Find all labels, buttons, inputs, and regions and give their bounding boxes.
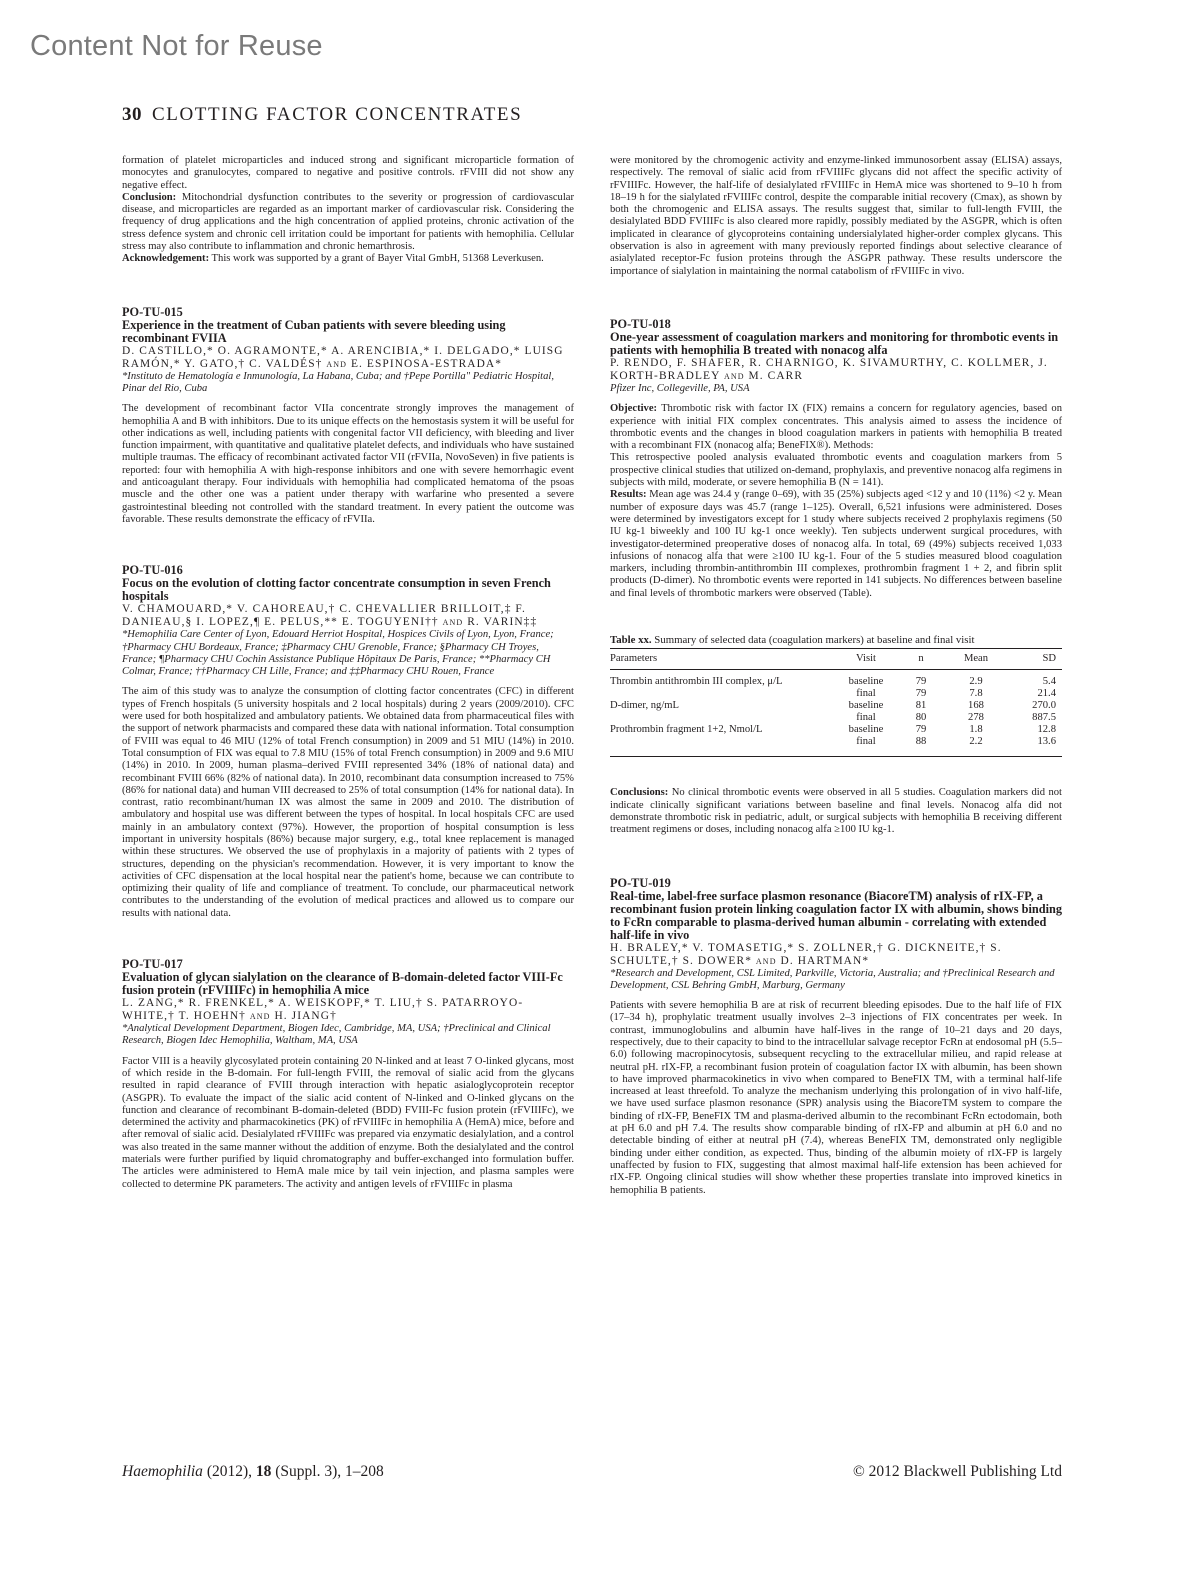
abstract-body: Patients with severe hemophilia B are at risk of recurrent bleeding episodes. Due to the half life of FIX (17–34 h), prophylatic treatment usually involves 2–3 injections of FIX concentrates per week. In contrast, immunoglobulins and albumin have half-lives in the range of 10–21 days and 20 days, respectively, due to their capacity to bind to the intracellular salvage receptor FcRn at endosomal pH (5.5–6.0) following macropinocytosis, subsequent recycling to the extracellular milieu, and rapid release at neutral pH. rIX-FP, a recombinant fusion protein of coagulation factor IX with albumin, has been shown to have improved pharmacokinetics in vivo when compared to BeneFIX TM, with a terminal half-life increased at least threefold. To analyze the mechanism underlying this prolongation of in vivo half-life, we have used surface plasmon resonance (SPR) analysis using the BiacoreTM system to compare the binding of rIX-FP, BeneFIX TM and plasma-derived albumin to the recombinant FcRn ectodomain, both at pH 6.0 and pH 7.4. The results show comparable binding of rIX-FP and albumin at pH 6.0 and no detectable binding of either at neutral pH (7.4), whereas BeneFIX TM, demonstrated only negligible binding under either condition, as expected. Thus, binding of the albumin moiety of rIX-FP is largely unaffected by fusion to FIX, suggesting that almost maximal half-life extension has been achieved for rIX-FP. Ongoing clinical studies will show whether these properties translate into improved kinetics in hemophilia B patients. xyxy=(610,1000,1062,1196)
table-caption-label: Table xx. xyxy=(610,634,652,647)
table-row xyxy=(610,712,1062,724)
acknowledgement-paragraph xyxy=(122,253,574,265)
table-cell: 79 xyxy=(915,688,927,700)
table-cell: 2.2 xyxy=(946,736,1006,757)
conclusions-text: No clinical thrombotic events were observed in all 5 studies. Coagulation markers did not indicate clinically significant variations between baseline and final levels. Nonacog alfa did not demonstrate thrombotic risk in pediatric, adult, or surgical subjects with hemophilia B receiving different treatment regimens or doses, including nonacog alfa ≥100 IU kg-1. xyxy=(610,787,1062,836)
abstract-id: PO-TU-015 xyxy=(122,304,183,319)
abstract-authors: D. CASTILLO,* O. AGRAMONTE,* A. ARENCIBIA,* I. DELGADO,* LUISG RAMÓN,* Y. GATO,† C. VALDÉS† and E. ESPINOSA-ESTRADA* xyxy=(122,344,564,370)
copyright: © 2012 Blackwell Publishing Ltd xyxy=(853,1463,1062,1480)
table-cell: 168 xyxy=(968,700,984,712)
continued-abstract xyxy=(122,155,574,266)
table-header-cell: Mean xyxy=(946,649,1006,670)
table-cell: 79 xyxy=(915,676,927,688)
table-row xyxy=(610,688,1062,700)
table-cell: Prothrombin fragment 1+2, Nmol/L xyxy=(610,724,763,736)
table-row xyxy=(610,736,1062,757)
objective-label: Objective: xyxy=(610,403,658,415)
table-cell xyxy=(610,712,836,724)
table-header-cell: n xyxy=(896,649,946,670)
abstract-body: The development of recombinant factor VIIa concentrate strongly improves the management of hemophilia A and B with inhibitors. Due to its unique effects on the hemostasis system it will be useful for other indications as well, including patients with congenital factor VII deficiency, with bleeding and liver function impairment, with quantitative and qualitative platelet defects, and individuals who have sustained multiple traumas. The efficacy of recombinant activated factor VII (rFVIIa, NovoSeven) in five patients is reported: four with hemophilia A with high-response inhibitors and one with severe hemorrhagic event and anticoagulant therapy. Four individuals with hemophilia had complicated hematoma of the psoas muscle and the other one was a patient under therapy with warfarine who presented a severe gastrointestinal bleeding not controlled with the standard treatment. In every patient the outcome was favorable. These results demonstrate the efficacy of rFVIIa. xyxy=(122,403,574,525)
abstract-id: PO-TU-017 xyxy=(122,957,183,972)
table-header-row xyxy=(610,649,1062,670)
table-header-cell: SD xyxy=(1006,649,1062,670)
watermark: Content Not for Reuse xyxy=(30,30,323,62)
abstract-po-tu-017 xyxy=(122,958,574,1191)
results-label: Results: xyxy=(610,489,647,501)
abstract-title: One-year assessment of coagulation markers and monitoring for thrombotic events in patients with hemophilia B treated with nonacog alfa xyxy=(610,329,1059,357)
abstract-body: The aim of this study was to analyze the consumption of clotting factor concentrates (CFC) in different types of French hospitals (5 university hospitals and 2 local hospitals) during 2 years (2009/2010). CFC were used for both hospitalized and ambulatory patients. We obtained data from pharmaceutical files with the support of network pharmacists and compared these data with national information. Total consumption of FVIII was equal to 46 MIU (12% of total French consumption) in 2009 and 51 MIU (14%) in 2010. Total consumption of FIX was equal to 7.8 MIU (15% of total French consumption) in 2009 and 9.6 MIU (14%) in 2010. In 2009, human plasma–derived FVIII represented 34% (18% of national data) and recombinant FVIII 66% (82% of national data). In 2010, recombinant data consumption increased to 75% (86% for national data) and human VIII decreased to 25% of total consumption (14% for national data). In contrast, ratio recombinant/human IX was almost the same in 2009 and 2010. The distribution of ambulatory and hospital use was different between the types of hospital. In local hospitals CFC are used mainly in an ambulatory context (97%). However, the proportion of hospital consumption is less important in university hospitals (86%) because major surgery, e.g., total knee replacement is managed within these structures. We observed the use of prophylaxis in a majority of patients with 2 types of structures, depending on the physician's recommendation. However, it is very important to know the activities of CFC dispensation at the local hospital near the patient's home, because we can contribute to optimizing their quality of life and compliance of treatment. To conclude, our pharmaceutical network contributes to the understanding of the evolution of medical practices and allowed us to compare our results with national data. xyxy=(122,686,574,919)
abstract-po-tu-018 xyxy=(610,318,1062,837)
abstract-affiliation: *Hemophilia Care Center of Lyon, Edouard Herriot Hospital, Hospices Civils of Lyon, Lyon, France; †Pharmacy CHU Bordeaux, France; ‡Pharmacy CHU Grenoble, France; §Pharmacy CH Troyes, France; ¶Pharmacy CHU Cochin Assistance Publique Hôpitaux De Paris, France; **Pharmacy CH Colmar, France; ††Pharmacy CH Lille, France; and ‡‡Pharmacy CHU Rouen, France xyxy=(122,629,554,678)
table-cell: 79 xyxy=(915,724,927,736)
journal-supplement: (Suppl. 3), 1–208 xyxy=(275,1463,384,1480)
conclusion-label: Conclusion: xyxy=(122,191,177,203)
abstract-id: PO-TU-016 xyxy=(122,563,183,578)
methods-paragraph: This retrospective pooled analysis evaluated thrombotic events and coagulation markers from 5 prospective clinical studies that utilized on-demand, prophylaxis, and preventive nonacog alfa regimens in subjects with mild, moderate, or severe hemophilia B (N = 141). xyxy=(610,452,1062,489)
acknowledgement-text: This work was supported by a grant of Bayer Vital GmbH, 51368 Leverkusen. xyxy=(209,253,544,265)
abstract-id: PO-TU-018 xyxy=(610,316,671,331)
abstract-title: Focus on the evolution of clotting factor concentrate consumption in seven French hospitals xyxy=(122,576,551,604)
results-paragraph xyxy=(610,489,1062,600)
table-cell: baseline xyxy=(848,676,884,688)
abstract-title: Evaluation of glycan sialylation on the clearance of B-domain-deleted factor VIII-Fc fusion protein (rFVIIIFc) in hemophilia A mice xyxy=(122,970,563,998)
table-cell xyxy=(610,688,836,700)
table-row xyxy=(610,700,1062,712)
journal-volume: 18 xyxy=(255,1463,272,1480)
section-title: CLOTTING FACTOR CONCENTRATES xyxy=(152,104,523,125)
continued-text: formation of platelet microparticles and induced strong and significant microparticle formation of monocytes and granulocytes, compared to negative and positive controls. rFVIII did not show any negative effect. xyxy=(122,155,574,191)
results-text: Mean age was 24.4 y (range 0–69), with 35 (25%) subjects aged <12 y and 10 (11%) <2 y. Mean number of exposure days was 45.7 (range 1–125). Overall, 6,521 infusions were administered. Doses were determined by investigators except for 1 study where subjects received 2 prophylaxis regimens (50 IU kg-1 biweekly and 100 IU kg-1 once weekly). Ten subjects underwent surgical procedures, with investigator-determined preoperative doses of nonacog alfa. In total, 69 (49%) subjects received 1,033 infusions of nonacog alfa that were ≥100 IU kg-1. Four of the 5 studies measured blood coagulation markers, including thrombin-antithrombin III complexes, prothrombin fragment 1 + 2, and fibrin split products (D-dimer). No thrombotic events were reported in 141 subjects. No differences between baseline and final levels of thrombotic markers were observed (Table). xyxy=(610,489,1062,599)
table-cell: baseline xyxy=(848,700,884,712)
table-cell: D-dimer, ng/mL xyxy=(610,700,680,712)
abstract-affiliation: Pfizer Inc, Collegeville, PA, USA xyxy=(610,382,750,394)
page-number: 30 xyxy=(122,104,142,125)
table-cell: Thrombin antithrombin III complex, μ/L xyxy=(610,676,783,688)
acknowledgement-label: Acknowledgement: xyxy=(122,253,210,265)
coagulation-markers-table xyxy=(610,648,1062,757)
table-cell: 13.6 xyxy=(1006,736,1062,757)
abstract-affiliation: *Instituto de Hematología e Inmunología, La Habana, Cuba; and †Pepe Portilla" Pediatric Hospital, Pinar del Rio, Cuba xyxy=(122,370,554,394)
conclusions-label: Conclusions: xyxy=(610,787,669,799)
table-cell: 1.8 xyxy=(969,724,983,736)
table-header-cell: Visit xyxy=(836,649,896,670)
table-caption xyxy=(610,634,1062,646)
table-cell: 278 xyxy=(968,712,984,724)
table-cell: 81 xyxy=(915,700,927,712)
abstract-authors: L. ZANG,* R. FRENKEL,* A. WEISKOPF,* T. LIU,† S. PATARROYO-WHITE,† T. HOEHN† and H. JIANG† xyxy=(122,997,524,1023)
table-cell: 80 xyxy=(915,712,927,724)
table-cell: 7.8 xyxy=(969,688,983,700)
right-column xyxy=(610,155,1062,1197)
abstract-body: Factor VIII is a heavily glycosylated protein containing 20 N-linked and at least 7 O-linked glycans, most of which reside in the B-domain. For full-length FVIII, the removal of sialic acid from the glycans resulted in rapid clearance of FVIII through interaction with hepatic asialoglycoprotein receptor (ASGPR). To evaluate the impact of the sialic acid content of N-linked and O-linked glycans on the function and clearance of recombinant B-domain-deleted (BDD) FVIII-Fc fusion protein (rFVIIIFc), we determined the activity and pharmacokinetics (PK) of rFVIIIFc in hemophilia A (HemA) mice, before and after removal of sialic acid. Desialylated rFVIIIFc was prepared via enzymatic desialylation, and a control was also treated in the same manner without the addition of enzyme. Both the desialylated and the control materials were further purified by liquid chromatography and buffer-exchanged into formulation buffer. The articles were administered to HemA male mice by tail vein injection, and plasma samples were collected to determine PK parameters. The activity and antigen levels of rFVIIIFc in plasma xyxy=(122,1055,574,1190)
table-cell: 88 xyxy=(896,736,946,757)
conclusions-paragraph xyxy=(610,787,1062,836)
abstract-title: Real-time, label-free surface plasmon resonance (BiacoreTM) analysis of rIX-FP, a recombinant fusion protein linking coagulation factor IX with albumin, shows binding to FcRn comparable to plasma-derived human albumin - correlating with extended half-life in vivo xyxy=(610,888,1063,942)
table-cell: final xyxy=(856,688,876,700)
journal-citation xyxy=(122,1463,384,1481)
table-row xyxy=(610,724,1062,736)
abstract-po-tu-019 xyxy=(610,877,1062,1197)
table-cell: 12.8 xyxy=(1037,724,1056,736)
conclusion-paragraph xyxy=(122,192,574,253)
abstract-authors: P. RENDO, F. SHAFER, R. CHARNIGO, K. SIVAMURTHY, C. KOLLMER, J. KORTH-BRADLEY and M. CARR xyxy=(610,356,1048,382)
table-cell: final xyxy=(836,736,896,757)
objective-paragraph xyxy=(610,403,1062,452)
journal-name: Haemophilia xyxy=(122,1463,203,1480)
running-head xyxy=(122,104,522,126)
table-header-cell: Parameters xyxy=(610,649,836,670)
table-cell: final xyxy=(856,712,876,724)
table-cell: 21.4 xyxy=(1037,688,1056,700)
table-cell: baseline xyxy=(848,724,884,736)
left-column xyxy=(122,155,574,1191)
abstract-authors: H. BRALEY,* V. TOMASETIG,* S. ZOLLNER,† G. DICKNEITE,† S. SCHULTE,† S. DOWER* and D. HARTMAN* xyxy=(610,941,1002,967)
abstract-po-tu-016 xyxy=(122,564,574,920)
objective-text: Thrombotic risk with factor IX (FIX) remains a concern for regulatory agencies, based on experience with initial FIX complex concentrates. This analysis aimed to assess the incidence of thrombotic events and the changes in blood coagulation markers in patients with hemophilia B treated with a recombinant FIX (nonacog alfa; BeneFIX®). Methods: xyxy=(610,403,1062,452)
continued-text: were monitored by the chromogenic activity and enzyme-linked immunosorbent assay (ELISA) assays, respectively. The removal of sialic acid from rFVIIIFc glycans did not affect the specific activity of rFVIIIFc. However, the half-life of desialylated rFVIIIFc in HemA mice was shortened to 9–10 h from 18–19 h for the sialylated rFVIIIFc control, despite the comparable initial recovery (Cmax), as shown by both the chromogenic and ELISA assays. The results suggest that, similar to full-length FVIII, the desialylated BDD FVIIIFc is also cleared more rapidly, possibly mediated by the ASGPR, which is often implicated in clearance of glycoproteins containing undersialylated higher-order complex glycans. This observation is also in agreement with many previously reported findings about selective clearance of asialylated receptor-Fc fusion proteins through the ASGPR pathway. These results underscore the importance of sialylation in maintaining the normal catabolism of rFVIIIFc in vivo. xyxy=(610,155,1062,277)
table-cell: 887.5 xyxy=(1032,712,1056,724)
table-caption-text: Summary of selected data (coagulation markers) at baseline and final visit xyxy=(651,634,975,647)
abstract-authors: V. CHAMOUARD,* V. CAHOREAU,† C. CHEVALLIER BRILLOIT,‡ F. DANIEAU,§ I. LOPEZ,¶ E. PELUS,** E. TOGUYENI†† and R. VARIN‡‡ xyxy=(122,603,538,629)
abstract-affiliation: *Analytical Development Department, Biogen Idec, Cambridge, MA, USA; †Preclinical and Clinical Research, Biogen Idec Hemophilia, Waltham, MA, USA xyxy=(122,1023,551,1047)
table-cell: 5.4 xyxy=(1042,676,1056,688)
journal-year: (2012), xyxy=(206,1463,253,1480)
conclusion-text: Mitochondrial dysfunction contributes to the severity or progression of cardiovascular disease, and microparticles are regarded as an important marker of cardiovascular risk. Considering the frequency of drug applications and the high concentration of applied proteins, chronic activation of the stress defence system and chronic cell irritation could be important for patients with hemophilia. Cellular stress may also contribute to inflammation and chronic hemarthrosis. xyxy=(122,191,574,253)
table-row xyxy=(610,670,1062,689)
abstract-title: Experience in the treatment of Cuban patients with severe bleeding using recombinant FVIIA xyxy=(122,317,506,345)
table-cell xyxy=(610,736,836,757)
table-cell: 270.0 xyxy=(1032,700,1056,712)
abstract-affiliation: *Research and Development, CSL Limited, Parkville, Victoria, Australia; and †Preclinical Research and Development, CSL Behring GmbH, Marburg, Germany xyxy=(610,967,1055,991)
table-cell: 2.9 xyxy=(969,676,983,688)
abstract-po-tu-015 xyxy=(122,306,574,527)
abstract-id: PO-TU-019 xyxy=(610,875,671,890)
